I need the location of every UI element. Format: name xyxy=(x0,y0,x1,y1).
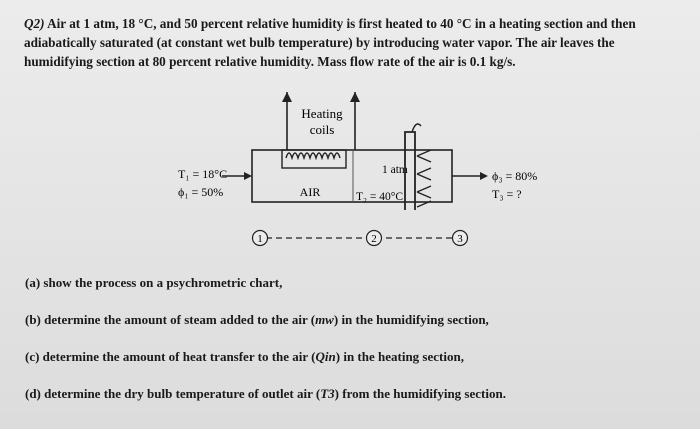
pressure-label: 1 atm xyxy=(382,164,408,176)
part-d xyxy=(25,385,685,422)
inlet-humidity-label: ϕ₁ = 50% xyxy=(178,185,224,199)
mid-temperature-label: T₂ = 40°C xyxy=(356,191,404,203)
inlet-temperature-label: T₁ = 18°C xyxy=(178,167,228,181)
part-b-symbol xyxy=(315,312,334,327)
part-b-text: (b) determine the amount of steam added to the air ( xyxy=(25,312,316,327)
state-2-label: 2 xyxy=(371,233,377,245)
inlet-arrow-head xyxy=(244,172,252,180)
outlet-temperature-label: T₃ = ? xyxy=(492,187,522,201)
part-b-symbol-text: mw xyxy=(315,312,334,327)
part-d-text: (d) determine the dry bulb temperature of outlet air ( xyxy=(25,386,321,401)
problem-statement xyxy=(24,14,684,71)
state-1-label: 1 xyxy=(257,233,263,245)
coil-lead-arrow-left xyxy=(282,92,292,102)
part-c-text: (c) determine the amount of heat transfer to the air ( xyxy=(25,349,316,364)
air-label: AIR xyxy=(299,185,321,199)
heating-label: Heating xyxy=(301,106,343,121)
spray-nozzle-icon xyxy=(417,150,431,207)
part-d-suffix: ) from the humidifying section. xyxy=(334,386,506,401)
part-a xyxy=(25,274,685,311)
part-b xyxy=(25,311,685,348)
part-c xyxy=(25,348,685,385)
heating-coil-icon xyxy=(286,153,340,158)
part-b-suffix: ) in the humidifying section, xyxy=(333,312,489,327)
state-3-label: 3 xyxy=(457,233,463,245)
problem-text: Air at 1 atm, 18 °C, and 50 percent relative humidity is first heated to 40 °C in a heating section and then adiabatically saturated (at constant wet bulb temperature) by introducing water vapor. The air leaves the humidifying section at 80 percent relative humidity. Mass flow rate of the air is 0.1 kg/s. xyxy=(24,16,636,69)
outlet-arrow-head xyxy=(480,172,488,180)
outlet-humidity-label: ϕ₃ = 80% xyxy=(492,169,538,183)
process-diagram xyxy=(160,92,580,262)
part-d-symbol-text: T3 xyxy=(320,386,335,401)
question-parts xyxy=(25,274,685,422)
part-c-symbol-text: Qin xyxy=(315,349,336,364)
part-d-symbol xyxy=(320,386,334,401)
coil-lead-arrow-right xyxy=(350,92,360,102)
part-a-text: (a) show the process on a psychrometric chart, xyxy=(25,275,283,290)
part-c-suffix: ) in the heating section, xyxy=(335,349,464,364)
coils-label: coils xyxy=(309,122,335,137)
pipe-bend xyxy=(412,124,421,132)
diagram-svg xyxy=(160,92,580,262)
question-number: Q2) xyxy=(24,16,45,31)
part-c-symbol xyxy=(316,349,336,364)
